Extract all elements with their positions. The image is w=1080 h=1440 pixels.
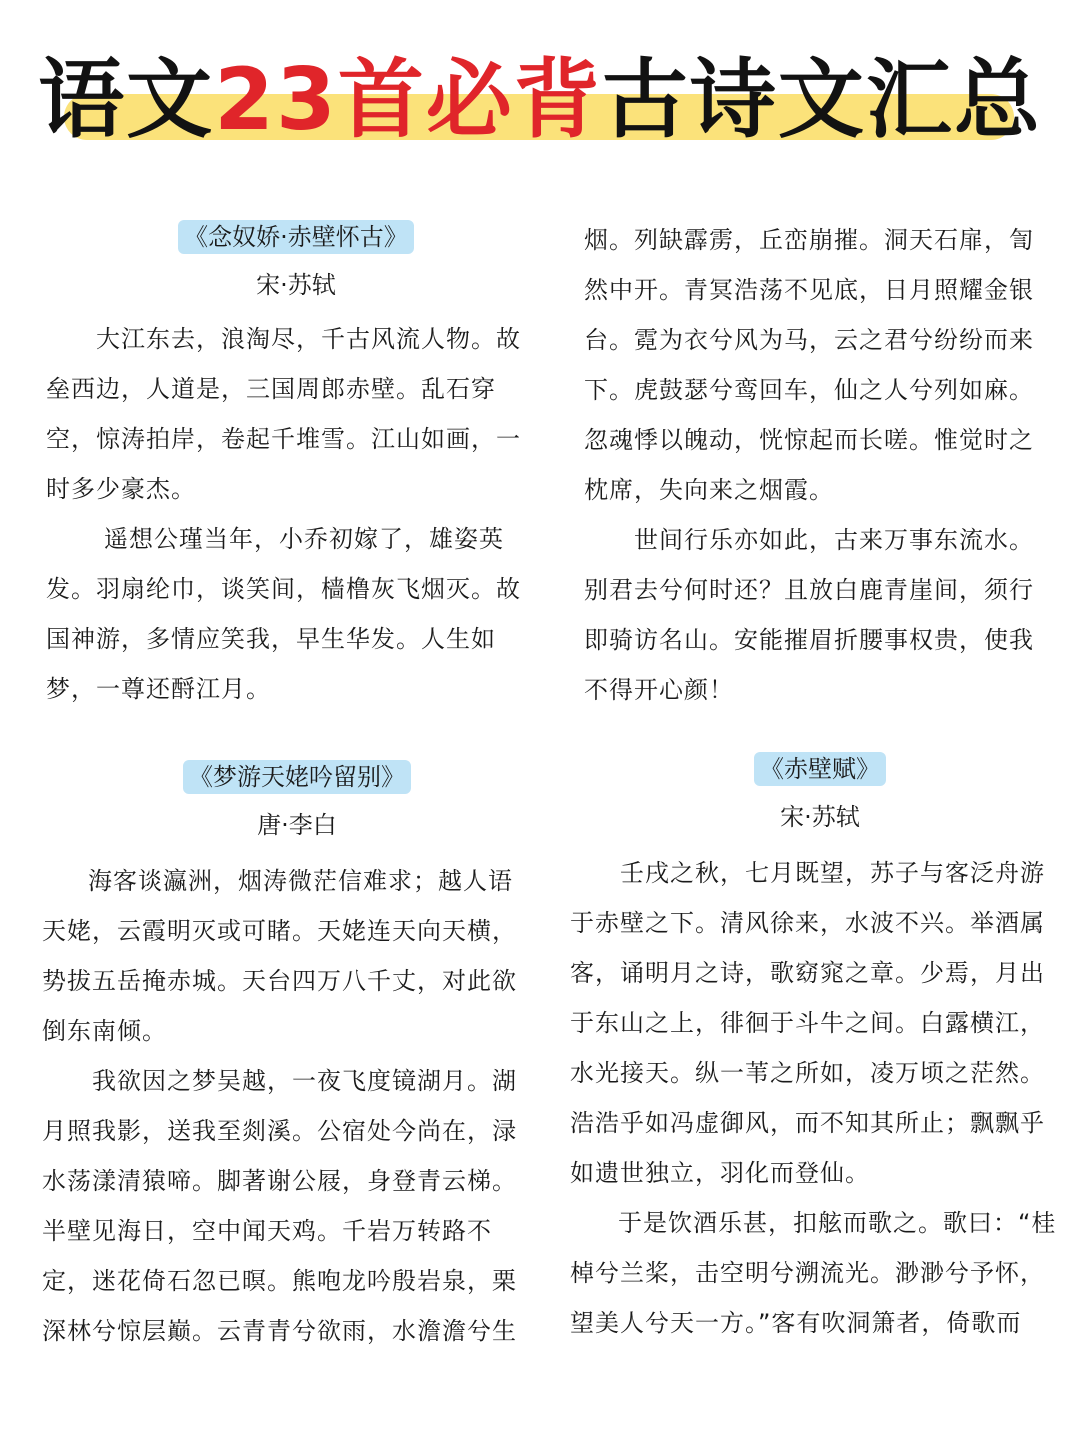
poem-line: 半壁见海日，空中闻天鸡。千岩万转路不 bbox=[42, 1217, 492, 1245]
title-part3: 古诗文汇总 bbox=[601, 50, 1042, 150]
poem-line: 台。霓为衣兮风为马，云之君兮纷纷而来 bbox=[584, 326, 1034, 354]
poem-line: 下。虎鼓瑟兮鸾回车，仙之人兮列如麻。 bbox=[584, 376, 1034, 404]
poem-line: 天姥，云霞明灭或可睹。天姥连天向天横， bbox=[42, 917, 517, 945]
poem-line: 定，迷花倚石忽已暝。熊咆龙吟殷岩泉，栗 bbox=[42, 1267, 517, 1295]
poem-line: 别君去兮何时还？且放白鹿青崖间，须行 bbox=[584, 576, 1034, 604]
title-part2: 23首必背 bbox=[214, 50, 602, 150]
poem-title: 《念奴娇·赤壁怀古》 bbox=[178, 220, 414, 254]
title-text bbox=[0, 50, 1080, 150]
poem-line: 壬戌之秋，七月既望，苏子与客泛舟游 bbox=[620, 859, 1045, 887]
poem-line: 深林兮惊层巅。云青青兮欲雨，水澹澹兮生 bbox=[42, 1317, 517, 1345]
poem-line: 浩浩乎如冯虚御风，而不知其所止；飘飘乎 bbox=[570, 1109, 1045, 1137]
poem-line: 大江东去，浪淘尽，千古风流人物。故 bbox=[96, 325, 521, 353]
poem-line: 棹兮兰桨，击空明兮溯流光。渺渺兮予怀， bbox=[570, 1259, 1045, 1287]
poem-line: 如遗世独立，羽化而登仙。 bbox=[570, 1159, 870, 1187]
poem-line: 我欲因之梦吴越，一夜飞度镜湖月。湖 bbox=[92, 1067, 517, 1095]
poem-line: 客，诵明月之诗，歌窈窕之章。少焉，月出 bbox=[570, 959, 1045, 987]
poem-line: 月照我影，送我至剡溪。公宿处今尚在，渌 bbox=[42, 1117, 517, 1145]
poem-line: 望美人兮天一方。”客有吹洞箫者，倚歌而 bbox=[570, 1309, 1022, 1337]
poem-line: 时多少豪杰。 bbox=[46, 475, 196, 503]
poem-mengyou bbox=[42, 760, 552, 1356]
poem-line: 即骑访名山。安能摧眉折腰事权贵，使我 bbox=[584, 626, 1034, 654]
poem-title: 《梦游天姥吟留别》 bbox=[183, 760, 411, 794]
poem-line: 于是饮酒乐甚，扣舷而歌之。歌曰：“桂 bbox=[618, 1209, 1057, 1237]
poem-line: 遥想公瑾当年，小乔初嫁了，雄姿英 bbox=[104, 525, 504, 553]
poem-line: 势拔五岳掩赤城。天台四万八千丈，对此欲 bbox=[42, 967, 517, 995]
poem-line: 空，惊涛拍岸，卷起千堆雪。江山如画，一 bbox=[46, 425, 521, 453]
poem-line: 然中开。青冥浩荡不见底，日月照耀金银 bbox=[584, 276, 1034, 304]
poem-author: 宋·苏轼 bbox=[256, 271, 336, 299]
poem-line: 倒东南倾。 bbox=[42, 1017, 167, 1045]
poem-author: 唐·李白 bbox=[257, 811, 337, 839]
poem-author: 宋·苏轼 bbox=[780, 803, 860, 831]
poem-line: 不得开心颜！ bbox=[584, 676, 734, 704]
poem-line: 于东山之上，徘徊于斗牛之间。白露横江， bbox=[570, 1009, 1045, 1037]
poem-line: 枕席，失向来之烟霞。 bbox=[584, 476, 834, 504]
poem-line: 世间行乐亦如此，古来万事东流水。 bbox=[634, 526, 1034, 554]
title-part1: 语文 bbox=[38, 50, 215, 150]
page-title bbox=[0, 50, 1080, 160]
poem-line: 国神游，多情应笑我，早生华发。人生如 bbox=[46, 625, 496, 653]
poem-chibifu bbox=[570, 752, 1070, 1348]
poem-title: 《赤壁赋》 bbox=[754, 752, 886, 786]
poem-line: 水荡漾清猿啼。脚著谢公屐，身登青云梯。 bbox=[42, 1167, 517, 1195]
poem-nianjiao bbox=[46, 220, 546, 714]
poem-line: 水光接天。纵一苇之所如，凌万顷之茫然。 bbox=[570, 1059, 1045, 1087]
poem-line: 海客谈瀛洲，烟涛微茫信难求；越人语 bbox=[88, 867, 513, 895]
poem-line: 忽魂悸以魄动，恍惊起而长嗟。惟觉时之 bbox=[584, 426, 1034, 454]
poem-line: 于赤壁之下。清风徐来，水波不兴。举酒属 bbox=[570, 909, 1045, 937]
poem-mengyou-continued bbox=[584, 215, 1064, 715]
poem-line: 垒西边，人道是，三国周郎赤壁。乱石穿 bbox=[46, 375, 496, 403]
poem-line: 烟。列缺霹雳，丘峦崩摧。洞天石扉，訇 bbox=[584, 226, 1034, 254]
poem-line: 发。羽扇纶巾，谈笑间，樯橹灰飞烟灭。故 bbox=[46, 575, 521, 603]
poem-line: 梦，一尊还酹江月。 bbox=[46, 675, 271, 703]
